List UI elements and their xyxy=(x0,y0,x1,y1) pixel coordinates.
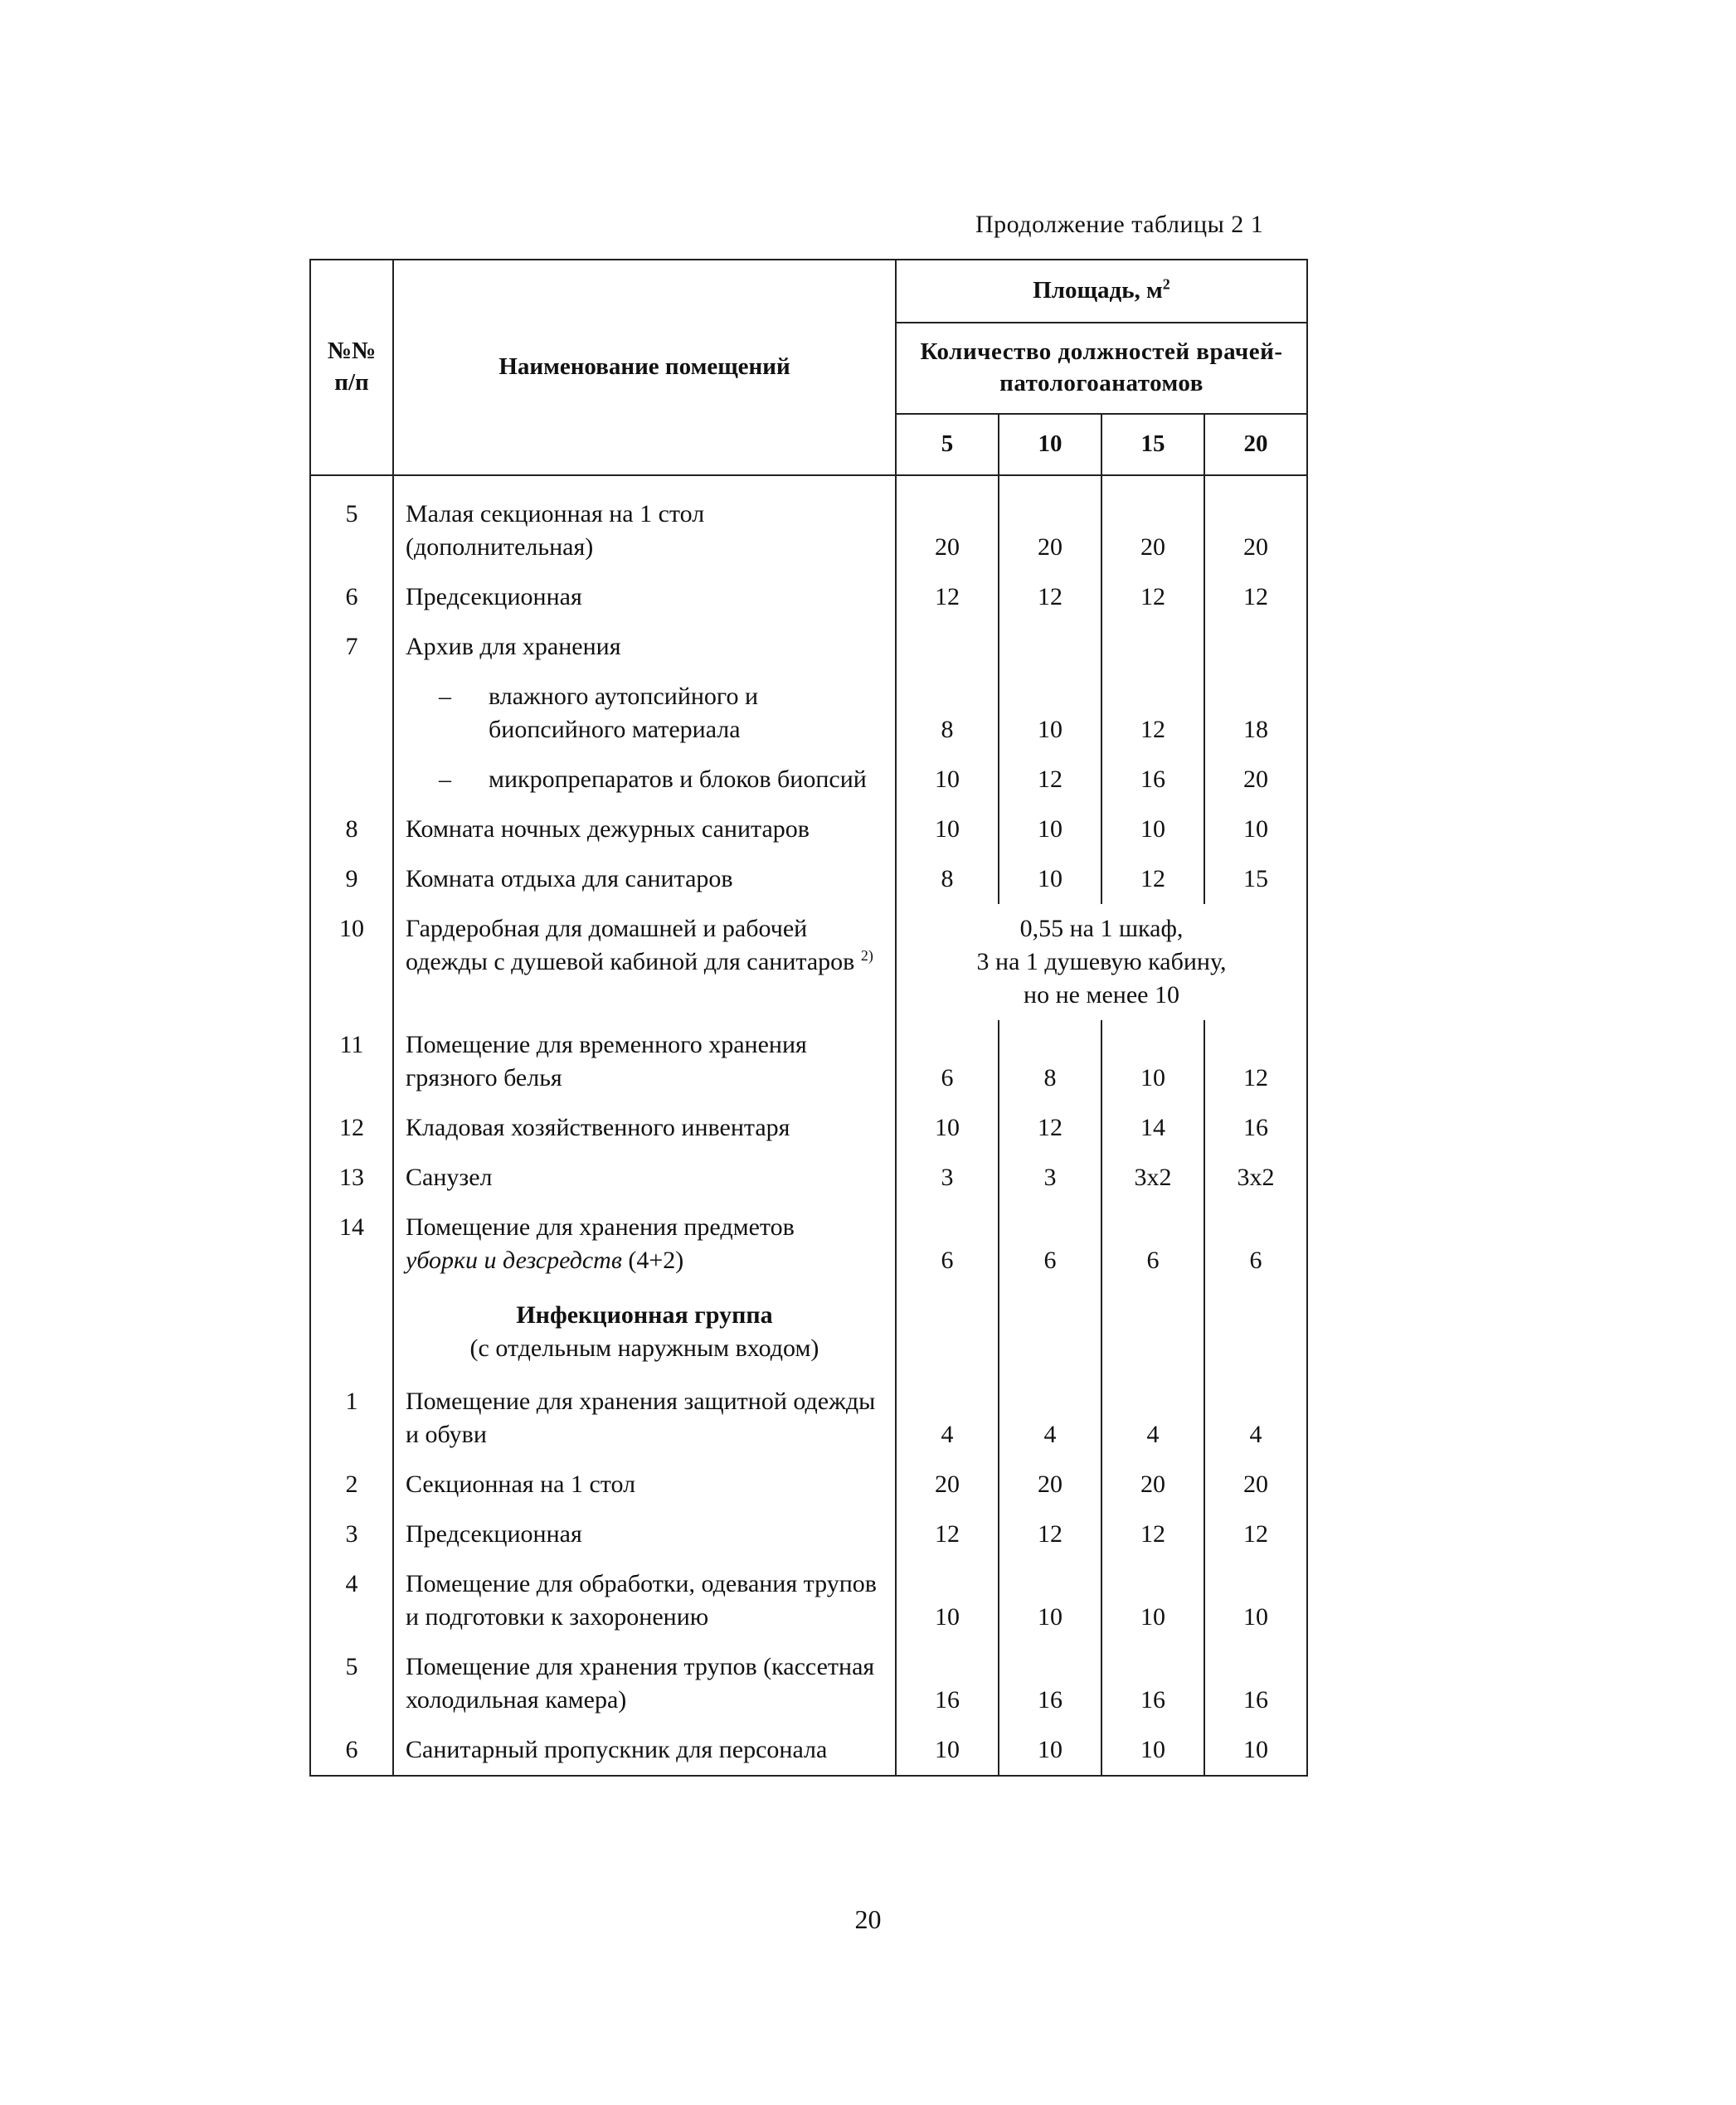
cell-value: 10 xyxy=(896,805,999,854)
cell-value: 10 xyxy=(999,805,1101,854)
row-name-italic: уборки и дезсредств xyxy=(406,1247,622,1274)
cell-value: 20 xyxy=(1101,489,1204,572)
group-title xyxy=(393,1286,896,1377)
row-num xyxy=(310,1286,393,1377)
cell-value: 12 xyxy=(1101,1509,1204,1559)
row-name-text: Секционная на 1 стол xyxy=(406,1471,636,1498)
table-row xyxy=(310,755,1307,805)
row-name-text: Санитарный пропускник для персонала xyxy=(406,1736,828,1763)
cell-value: 20 xyxy=(1204,489,1307,572)
cell-value: 20 xyxy=(1204,1460,1307,1509)
header-area xyxy=(896,260,1307,323)
cell-value: 20 xyxy=(1204,755,1307,805)
cell-value: 6 xyxy=(896,1203,999,1286)
cell-value xyxy=(1101,1286,1204,1377)
row-name xyxy=(393,1153,896,1203)
header-num: №№ п/п xyxy=(310,260,393,475)
cell-value: 6 xyxy=(896,1020,999,1103)
cell-value: 10 xyxy=(1101,1559,1204,1642)
cell-value xyxy=(999,622,1101,672)
row-name xyxy=(393,1460,896,1509)
table-row xyxy=(310,572,1307,622)
header-name: Наименование помещений xyxy=(393,260,896,475)
row-num: 14 xyxy=(310,1203,393,1286)
table-row xyxy=(310,489,1307,572)
cell-value: 12 xyxy=(1204,1509,1307,1559)
row-num: 7 xyxy=(310,622,393,672)
row-name-text: Санузел xyxy=(406,1164,493,1191)
row-name xyxy=(393,854,896,904)
table-row xyxy=(310,672,1307,755)
cell-value: 20 xyxy=(1101,1460,1204,1509)
cell-value xyxy=(1204,622,1307,672)
row-name xyxy=(393,1725,896,1776)
cell-value: 6 xyxy=(1101,1203,1204,1286)
row-name-text: Комната отдыха для санитаров xyxy=(406,865,733,892)
table-row xyxy=(310,1725,1307,1776)
cell-value: 8 xyxy=(896,854,999,904)
table-row xyxy=(310,805,1307,854)
row-num: 6 xyxy=(310,1725,393,1776)
row-num: 11 xyxy=(310,1020,393,1103)
row-name xyxy=(393,805,896,854)
row-name-text: Комната ночных дежурных санитаров xyxy=(406,815,810,843)
table-body xyxy=(310,475,1307,1776)
row-name xyxy=(393,755,896,805)
cell-value: 10 xyxy=(1204,1559,1307,1642)
cell-value xyxy=(896,622,999,672)
group-row xyxy=(310,1286,1307,1377)
cell-value: 12 xyxy=(1204,572,1307,622)
merged-value xyxy=(896,904,1307,1020)
cell-value: 12 xyxy=(999,1509,1101,1559)
cell-value: 12 xyxy=(1101,572,1204,622)
footnote-ref: 2) xyxy=(860,947,873,964)
cell-value: 12 xyxy=(999,755,1101,805)
cell-value: 4 xyxy=(1204,1377,1307,1460)
cell-value: 10 xyxy=(1204,805,1307,854)
cell-value: 4 xyxy=(999,1377,1101,1460)
row-name-text: Помещение для временного хранения грязного белья xyxy=(406,1031,807,1091)
cell-value xyxy=(1204,1286,1307,1377)
group-subtitle: (с отдельным наружным входом) xyxy=(469,1334,819,1362)
row-name xyxy=(393,904,896,1020)
merged-line: но не менее 10 xyxy=(1024,981,1179,1009)
cell-value: 6 xyxy=(1204,1203,1307,1286)
cell-value: 20 xyxy=(896,1460,999,1509)
cell-value xyxy=(999,1286,1101,1377)
sub-item-text: микропрепаратов и блоков биопсий xyxy=(489,766,867,793)
cell-value: 8 xyxy=(999,1020,1101,1103)
cell-value: 12 xyxy=(1101,672,1204,755)
cell-value: 10 xyxy=(999,1559,1101,1642)
row-name xyxy=(393,1103,896,1153)
dash-marker: – xyxy=(439,683,451,710)
cell-value: 10 xyxy=(896,1559,999,1642)
table-header xyxy=(310,260,1307,475)
row-num: 1 xyxy=(310,1377,393,1460)
row-num: 10 xyxy=(310,904,393,1020)
sub-item xyxy=(406,680,887,746)
cell-value: 20 xyxy=(896,489,999,572)
cell-value: 16 xyxy=(1101,1642,1204,1725)
cell-value: 3x2 xyxy=(1204,1153,1307,1203)
cell-value: 16 xyxy=(1101,755,1204,805)
header-col: 20 xyxy=(1204,414,1307,475)
row-num: 4 xyxy=(310,1559,393,1642)
row-name-text: Гардеробная для домашней и рабочей одежды с душевой кабиной для санитаров xyxy=(406,915,855,975)
cell-value: 10 xyxy=(896,755,999,805)
table-row xyxy=(310,1103,1307,1153)
cell-value: 10 xyxy=(1101,1020,1204,1103)
cell-value: 16 xyxy=(1204,1642,1307,1725)
cell-value: 20 xyxy=(999,489,1101,572)
row-name-tail: (4+2) xyxy=(621,1247,684,1274)
cell-value: 3 xyxy=(896,1153,999,1203)
table-row xyxy=(310,1377,1307,1460)
cell-value: 8 xyxy=(896,672,999,755)
sub-item-text: влажного аутопсийного и биопсийного материала xyxy=(489,683,759,743)
cell-value: 10 xyxy=(999,672,1101,755)
cell-value: 10 xyxy=(999,854,1101,904)
table-caption: Продолжение таблицы 2 1 xyxy=(975,211,1264,238)
row-name-text: Малая секционная на 1 стол (дополнительная) xyxy=(406,500,705,561)
row-name-text: Предсекционная xyxy=(406,583,582,610)
row-name-text: Помещение для хранения защитной одежды и обуви xyxy=(406,1388,876,1448)
cell-value: 6 xyxy=(999,1203,1101,1286)
group-title-text: Инфекционная группа xyxy=(516,1301,773,1329)
table-row xyxy=(310,1559,1307,1642)
cell-value: 16 xyxy=(999,1642,1101,1725)
table-row xyxy=(310,1020,1307,1103)
cell-value: 10 xyxy=(999,1725,1101,1776)
cell-value: 12 xyxy=(896,572,999,622)
row-num xyxy=(310,672,393,755)
row-name xyxy=(393,1377,896,1460)
header-area-sup: 2 xyxy=(1162,275,1170,293)
row-num: 3 xyxy=(310,1509,393,1559)
row-num: 9 xyxy=(310,854,393,904)
cell-value: 3x2 xyxy=(1101,1153,1204,1203)
row-num: 8 xyxy=(310,805,393,854)
row-name-text: Кладовая хозяйственного инвентаря xyxy=(406,1114,790,1141)
cell-value: 12 xyxy=(999,1103,1101,1153)
row-name xyxy=(393,1642,896,1725)
cell-value: 15 xyxy=(1204,854,1307,904)
header-area-label: Площадь, м xyxy=(1033,277,1163,304)
table-row xyxy=(310,854,1307,904)
row-num: 2 xyxy=(310,1460,393,1509)
cell-value: 10 xyxy=(896,1725,999,1776)
row-name-text: Архив для хранения xyxy=(406,633,621,660)
cell-value: 14 xyxy=(1101,1103,1204,1153)
cell-value xyxy=(1101,622,1204,672)
table-frame xyxy=(309,259,1306,1777)
cell-value: 10 xyxy=(1101,1725,1204,1776)
row-name xyxy=(393,1509,896,1559)
row-name-text: Помещение для хранения предметов xyxy=(406,1213,795,1241)
row-name xyxy=(393,1203,896,1286)
page-number: 20 xyxy=(854,1904,882,1934)
row-name xyxy=(393,622,896,672)
sub-item xyxy=(406,763,887,796)
row-name-text: Предсекционная xyxy=(406,1520,582,1548)
row-name xyxy=(393,489,896,572)
cell-value: 16 xyxy=(896,1642,999,1725)
row-name xyxy=(393,1559,896,1642)
row-num xyxy=(310,755,393,805)
table-spacer xyxy=(310,475,1307,489)
table-row xyxy=(310,1153,1307,1203)
row-num: 13 xyxy=(310,1153,393,1203)
row-name-text: Помещение для обработки, одевания трупов и подготовки к захоронению xyxy=(406,1570,877,1631)
cell-value: 10 xyxy=(896,1103,999,1153)
row-name xyxy=(393,672,896,755)
cell-value: 16 xyxy=(1204,1103,1307,1153)
cell-value: 12 xyxy=(1204,1020,1307,1103)
cell-value: 10 xyxy=(1204,1725,1307,1776)
header-col: 5 xyxy=(896,414,999,475)
row-name xyxy=(393,572,896,622)
cell-value xyxy=(896,1286,999,1377)
cell-value: 12 xyxy=(896,1509,999,1559)
cell-value: 10 xyxy=(1101,805,1204,854)
row-num: 5 xyxy=(310,1642,393,1725)
rooms-table xyxy=(309,259,1308,1777)
table-row xyxy=(310,1642,1307,1725)
row-num: 6 xyxy=(310,572,393,622)
merged-line: 3 на 1 душевую кабину, xyxy=(976,948,1227,975)
row-name-text: Помещение для хранения трупов (кассетная холодильная камера) xyxy=(406,1653,875,1714)
cell-value: 4 xyxy=(1101,1377,1204,1460)
header-count: Количество должностей врачей-патологоанатомов xyxy=(896,323,1307,414)
header-col: 10 xyxy=(999,414,1101,475)
table-row xyxy=(310,1509,1307,1559)
header-col: 15 xyxy=(1101,414,1204,475)
merged-line: 0,55 на 1 шкаф, xyxy=(1019,915,1184,942)
row-num: 5 xyxy=(310,489,393,572)
cell-value: 4 xyxy=(896,1377,999,1460)
cell-value: 18 xyxy=(1204,672,1307,755)
row-name xyxy=(393,1020,896,1103)
table-row xyxy=(310,622,1307,672)
table-row xyxy=(310,904,1307,1020)
cell-value: 12 xyxy=(999,572,1101,622)
table-row xyxy=(310,1203,1307,1286)
table-row xyxy=(310,1460,1307,1509)
cell-value: 20 xyxy=(999,1460,1101,1509)
cell-value: 12 xyxy=(1101,854,1204,904)
dash-marker: – xyxy=(439,766,451,793)
row-num: 12 xyxy=(310,1103,393,1153)
cell-value: 3 xyxy=(999,1153,1101,1203)
